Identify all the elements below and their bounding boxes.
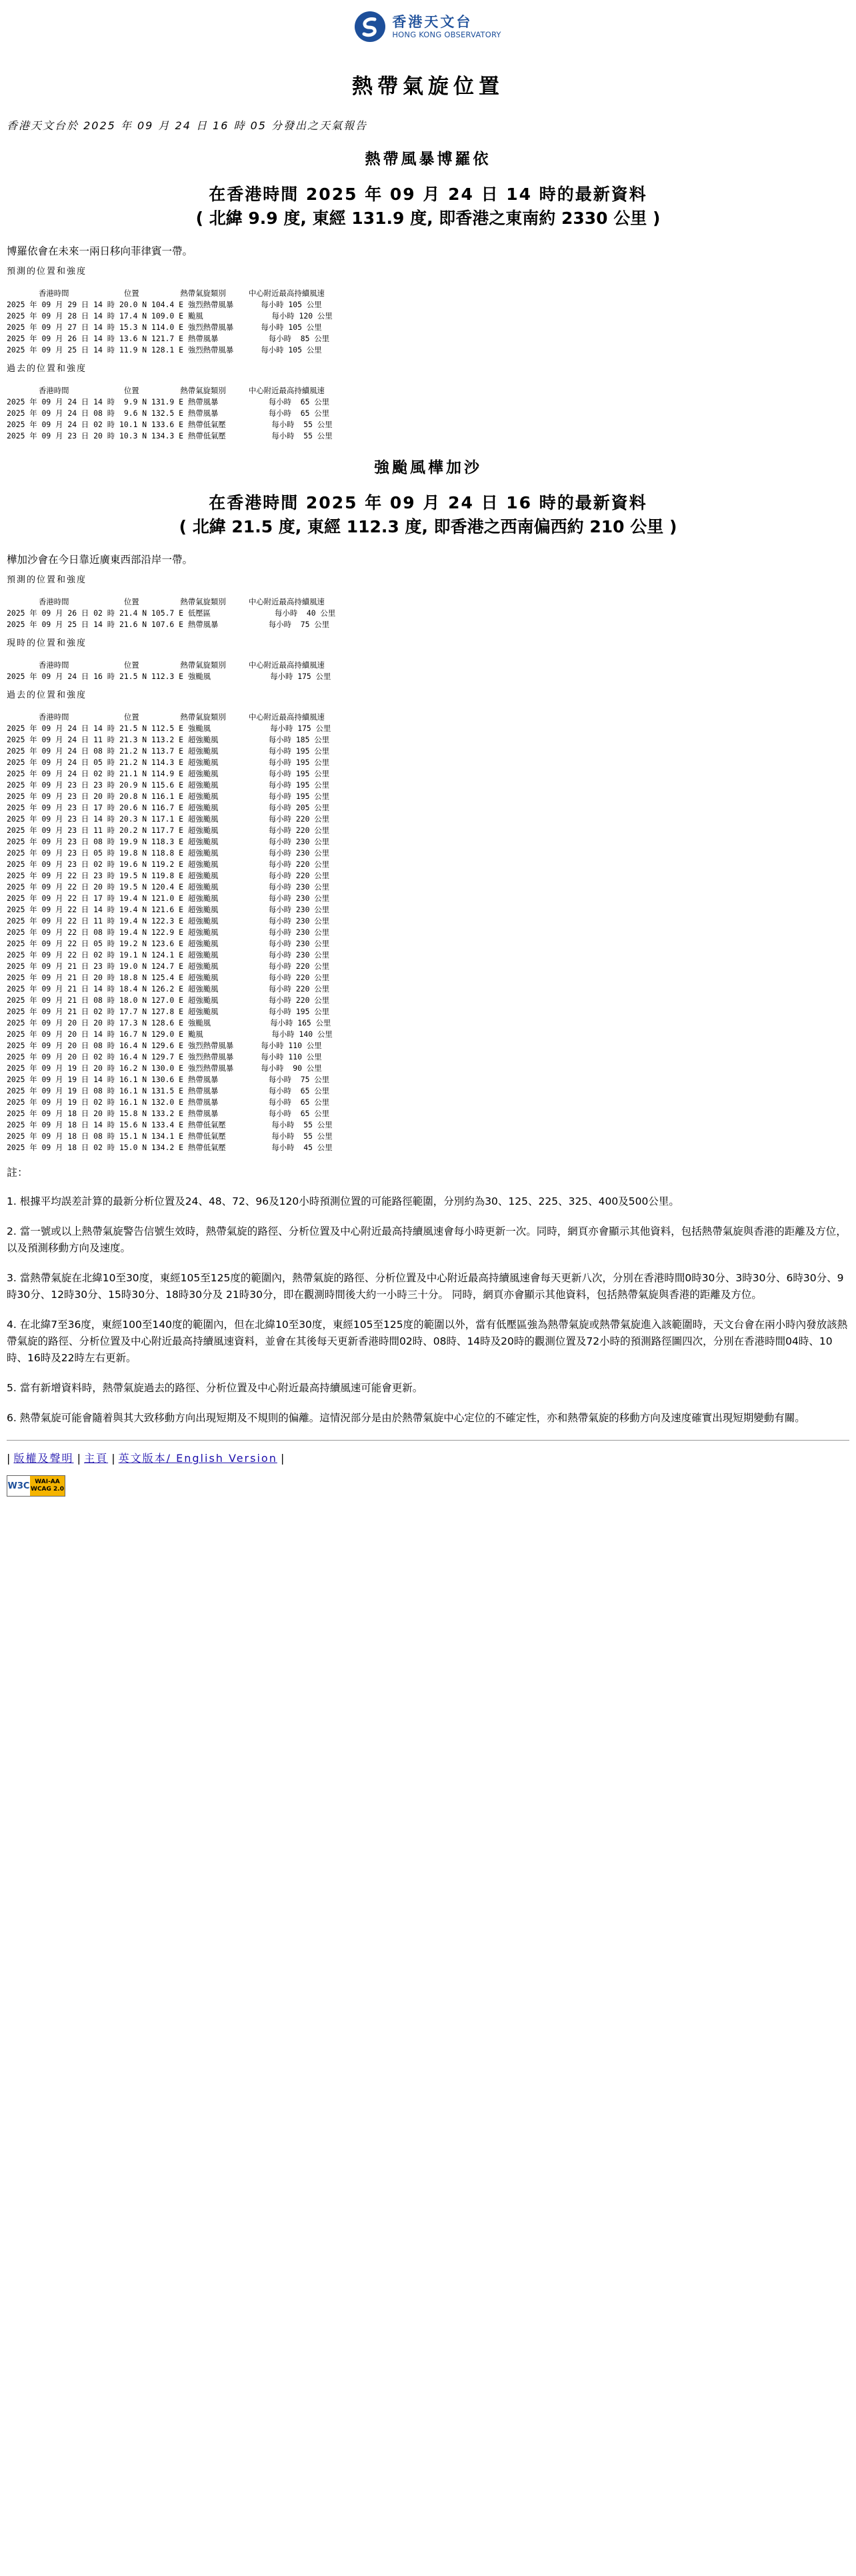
notes-title: 註： [7,1166,29,1179]
storm-name: 熱帶風暴博羅依 [365,151,491,168]
report-subtitle: 香港天文台於 2025 年 09 月 24 日 16 時 05 分發出之天氣報告 [7,119,368,132]
storm-section [7,458,849,1153]
track-table-row: 2025 年 09 月 22 日 23 時 19.5 N 119.8 E 超強颱風 每小時 220 公里 [7,871,330,880]
track-section-title: 現時的位置和強度 [7,638,87,648]
wcag-version: WCAG 2.0 [31,1486,64,1493]
track-table-row: 2025 年 09 月 22 日 08 時 19.4 N 122.9 E 超強颱風 每小時 230 公里 [7,928,330,937]
track-section-title: 預測的位置和強度 [7,575,87,585]
track-table-row: 2025 年 09 月 20 日 20 時 17.3 N 128.6 E 強颱風 每小時 165 公里 [7,1018,331,1027]
page-title: 熱帶氣旋位置 [352,75,504,99]
track-table-row: 2025 年 09 月 18 日 14 時 15.6 N 133.4 E 熱帶低氣壓 每小時 55 公里 [7,1120,333,1129]
storm-latest-position: ( 北緯 21.5 度, 東經 112.3 度, 即香港之西南偏西約 210 公里 ) [179,517,677,536]
track-table [7,712,849,1153]
track-table-row: 2025 年 09 月 25 日 14 時 11.9 N 128.1 E 強烈熱帶風暴 每小時 105 公里 [7,345,322,354]
track-table-header: 香港時間 位置 熱帶氣旋類別 中心附近最高持續風速 [7,289,325,298]
storm-latest-position: ( 北緯 9.9 度, 東經 131.9 度, 即香港之東南約 2330 公里 ) [195,209,661,228]
note-item: 4. 在北緯7至36度，東經100至140度的範圍內，但在北緯10至30度，東經105至125度的範圍以外，當有低壓區強為熱帶氣旋或熱帶氣旋進入該範圍時，天文台會在兩小時內發放該熱帶氣旋的路徑、分析位置及中心附近最高持續風速資料，並會在其後每天更新香港時間02時、08時、14時及20時的觀測位置及72小時的預測路徑圖四次，分別在香港時間04時、10時、16時及22時左右更新。 [7,1319,848,1364]
track-table-row: 2025 年 09 月 21 日 23 時 19.0 N 124.7 E 超強颱風 每小時 220 公里 [7,962,330,971]
track-table-row: 2025 年 09 月 19 日 14 時 16.1 N 130.6 E 熱帶風暴 每小時 75 公里 [7,1075,330,1084]
track-table-row: 2025 年 09 月 26 日 14 時 13.6 N 121.7 E 熱帶風暴 每小時 85 公里 [7,334,330,343]
note-item: 6. 熱帶氣旋可能會隨着與其大致移動方向出現短期及不規則的偏離。這情況部分是由於熱帶氣旋中心定位的不確定性，亦和熱帶氣旋的移動方向及速度確實出現短期變動有關。 [7,1412,805,1424]
storm-list [7,149,849,1153]
track-table-row: 2025 年 09 月 21 日 02 時 17.7 N 127.8 E 超強颱風 每小時 195 公里 [7,1007,330,1016]
track-table-row: 2025 年 09 月 22 日 05 時 19.2 N 123.6 E 超強颱風 每小時 230 公里 [7,939,330,948]
note-item: 5. 當有新增資料時，熱帶氣旋過去的路徑、分析位置及中心附近最高持續風速可能會更新。 [7,1382,423,1394]
track-table [7,596,849,630]
track-table-header: 香港時間 位置 熱帶氣旋類別 中心附近最高持續風速 [7,597,325,606]
note-item: 1. 根據平均誤差計算的最新分析位置及24、48、72、96及120小時預測位置的可能路徑範圍，分別約為30、125、225、325、400及500公里。 [7,1195,679,1207]
track-table-row: 2025 年 09 月 24 日 14 時 9.9 N 131.9 E 熱帶風暴 每小時 65 公里 [7,397,330,406]
track-table-row: 2025 年 09 月 20 日 02 時 16.4 N 129.7 E 強烈熱帶風暴 每小時 110 公里 [7,1052,322,1061]
footer-separator: | [280,1452,285,1465]
track-table-row: 2025 年 09 月 22 日 20 時 19.5 N 120.4 E 超強颱風 每小時 230 公里 [7,882,330,892]
track-table-row: 2025 年 09 月 22 日 17 時 19.4 N 121.0 E 超強颱風 每小時 230 公里 [7,894,330,903]
track-table-header: 香港時間 位置 熱帶氣旋類別 中心附近最高持續風速 [7,660,325,670]
storm-latest-info [7,491,849,539]
track-table-row: 2025 年 09 月 24 日 08 時 9.6 N 132.5 E 熱帶風暴 每小時 65 公里 [7,408,330,418]
track-section-title: 過去的位置和強度 [7,364,87,374]
track-table-row: 2025 年 09 月 19 日 08 時 16.1 N 131.5 E 熱帶風暴 每小時 65 公里 [7,1086,330,1095]
track-table-row: 2025 年 09 月 21 日 20 時 18.8 N 125.4 E 超強颱風 每小時 220 公里 [7,973,330,982]
track-table-row: 2025 年 09 月 24 日 11 時 21.3 N 113.2 E 超強颱風 每小時 185 公里 [7,735,330,744]
wcag-level: WAI-AA [35,1479,60,1485]
footer-link-english[interactable]: 英文版本/ English Version [118,1452,277,1465]
hko-logo-icon [355,11,385,42]
track-table-row: 2025 年 09 月 23 日 14 時 20.3 N 117.1 E 超強颱風 每小時 220 公里 [7,814,330,824]
note-item: 3. 當熱帶氣旋在北緯10至30度，東經105至125度的範圍內，熱帶氣旋的路徑、分析位置及中心附近最高持續風速會每天更新八次，分別在香港時間0時30分、3時30分、6時30分、9時30分、12時30分、15時30分、18時30分及 21時30分，即在觀測時間後大約一小時三十分。 同時，網頁亦會顯示其他資料，包括熱帶氣旋與香港的距離及方位。 [7,1272,844,1301]
track-table-row: 2025 年 09 月 24 日 02 時 10.1 N 133.6 E 熱帶低氣壓 每小時 55 公里 [7,420,333,429]
track-table-row: 2025 年 09 月 19 日 20 時 16.2 N 130.0 E 強烈熱帶風暴 每小時 90 公里 [7,1063,322,1073]
track-table-row: 2025 年 09 月 28 日 14 時 17.4 N 109.0 E 颱風 每小時 120 公里 [7,311,333,321]
footer-link-copyright[interactable]: 版權及聲明 [13,1452,74,1465]
track-table-row: 2025 年 09 月 25 日 14 時 21.6 N 107.6 E 熱帶風暴 每小時 75 公里 [7,620,330,629]
track-table-row: 2025 年 09 月 20 日 14 時 16.7 N 129.0 E 颱風 每小時 140 公里 [7,1029,333,1039]
track-table [7,660,849,682]
footer-divider [7,1440,849,1441]
track-table-row: 2025 年 09 月 22 日 14 時 19.4 N 121.6 E 超強颱風 每小時 230 公里 [7,905,330,914]
track-table-row: 2025 年 09 月 23 日 05 時 19.8 N 118.8 E 超強颱風 每小時 230 公里 [7,848,330,858]
storm-description: 博羅依會在未來一兩日移向菲律賓一帶。 [7,245,193,257]
hko-logo[interactable] [7,9,849,44]
track-table-row: 2025 年 09 月 24 日 08 時 21.2 N 113.7 E 超強颱風 每小時 195 公里 [7,746,330,756]
notes-list [7,1193,849,1427]
note-item: 2. 當一號或以上熱帶氣旋警告信號生效時，熱帶氣旋的路徑、分析位置及中心附近最高持續風速會每小時更新一次。同時，網頁亦會顯示其他資料，包括熱帶氣旋與香港的距離及方位，以及預測移動方向及速度。 [7,1225,847,1254]
track-table-header: 香港時間 位置 熱帶氣旋類別 中心附近最高持續風速 [7,712,325,722]
track-table-row: 2025 年 09 月 23 日 17 時 20.6 N 116.7 E 超強颱風 每小時 205 公里 [7,803,330,812]
track-table-row: 2025 年 09 月 24 日 02 時 21.1 N 114.9 E 超強颱風 每小時 195 公里 [7,769,330,778]
logo-zh-text: 香港天文台 [392,13,473,30]
track-table-row: 2025 年 09 月 18 日 20 時 15.8 N 133.2 E 熱帶風暴 每小時 65 公里 [7,1109,330,1118]
w3c-logo-icon: W3C [7,1476,30,1496]
wcag-badge[interactable] [7,1475,65,1497]
track-table-row: 2025 年 09 月 19 日 02 時 16.1 N 132.0 E 熱帶風暴 每小時 65 公里 [7,1097,330,1107]
track-table-row: 2025 年 09 月 23 日 11 時 20.2 N 117.7 E 超強颱風 每小時 220 公里 [7,826,330,835]
track-table-row: 2025 年 09 月 21 日 08 時 18.0 N 127.0 E 超強颱風 每小時 220 公里 [7,995,330,1005]
track-table-row: 2025 年 09 月 23 日 20 時 20.8 N 116.1 E 超強颱風 每小時 195 公里 [7,792,330,801]
track-table-row: 2025 年 09 月 23 日 08 時 19.9 N 118.3 E 超強颱風 每小時 230 公里 [7,837,330,846]
track-table-row: 2025 年 09 月 24 日 14 時 21.5 N 112.5 E 強颱風 每小時 175 公里 [7,724,331,733]
storm-latest-info [7,183,849,231]
track-table-row: 2025 年 09 月 23 日 02 時 19.6 N 119.2 E 超強颱風 每小時 220 公里 [7,860,330,869]
footer-separator: | [7,1452,11,1465]
footer-separator: | [111,1452,115,1465]
hko-logo-text [392,14,501,40]
storm-latest-time: 在香港時間 2025 年 09 月 24 日 14 時的最新資料 [209,185,647,204]
track-table-row: 2025 年 09 月 18 日 08 時 15.1 N 134.1 E 熱帶低氣壓 每小時 55 公里 [7,1131,333,1141]
storm-description: 樺加沙會在今日靠近廣東西部沿岸一帶。 [7,554,193,566]
track-table-row: 2025 年 09 月 26 日 02 時 21.4 N 105.7 E 低壓區 每小時 40 公里 [7,608,336,618]
footer-link-home[interactable]: 主頁 [84,1452,109,1465]
logo-en-text: HONG KONG OBSERVATORY [392,29,501,39]
track-table-row: 2025 年 09 月 21 日 14 時 18.4 N 126.2 E 超強颱風 每小時 220 公里 [7,984,330,993]
track-table-row: 2025 年 09 月 23 日 20 時 10.3 N 134.3 E 熱帶低氣壓 每小時 55 公里 [7,431,333,440]
track-table-row: 2025 年 09 月 24 日 05 時 21.2 N 114.3 E 超強颱風 每小時 195 公里 [7,758,330,767]
track-table-row: 2025 年 09 月 27 日 14 時 15.3 N 114.0 E 強烈熱帶風暴 每小時 105 公里 [7,322,322,332]
track-table-row: 2025 年 09 月 24 日 16 時 21.5 N 112.3 E 強颱風 每小時 175 公里 [7,672,331,681]
track-table [7,385,849,442]
track-table-row: 2025 年 09 月 23 日 23 時 20.9 N 115.6 E 超強颱風 每小時 195 公里 [7,780,330,790]
track-table-header: 香港時間 位置 熱帶氣旋類別 中心附近最高持續風速 [7,386,325,395]
storm-section [7,149,849,442]
track-table-row: 2025 年 09 月 22 日 02 時 19.1 N 124.1 E 超強颱風 每小時 230 公里 [7,950,330,960]
wcag-label [30,1476,65,1496]
track-table-row: 2025 年 09 月 18 日 02 時 15.0 N 134.2 E 熱帶低氣壓 每小時 45 公里 [7,1143,333,1152]
footer-nav [7,1451,849,1466]
track-table-row: 2025 年 09 月 29 日 14 時 20.0 N 104.4 E 強烈熱帶風暴 每小時 105 公里 [7,300,322,309]
storm-latest-time: 在香港時間 2025 年 09 月 24 日 16 時的最新資料 [209,493,647,512]
storm-name: 強颱風樺加沙 [374,459,482,476]
track-table-row: 2025 年 09 月 20 日 08 時 16.4 N 129.6 E 強烈熱帶風暴 每小時 110 公里 [7,1041,322,1050]
track-table [7,288,849,356]
track-section-title: 過去的位置和強度 [7,690,87,700]
track-table-row: 2025 年 09 月 22 日 11 時 19.4 N 122.3 E 超強颱風 每小時 230 公里 [7,916,330,926]
track-section-title: 預測的位置和強度 [7,267,87,277]
footer-separator: | [77,1452,81,1465]
